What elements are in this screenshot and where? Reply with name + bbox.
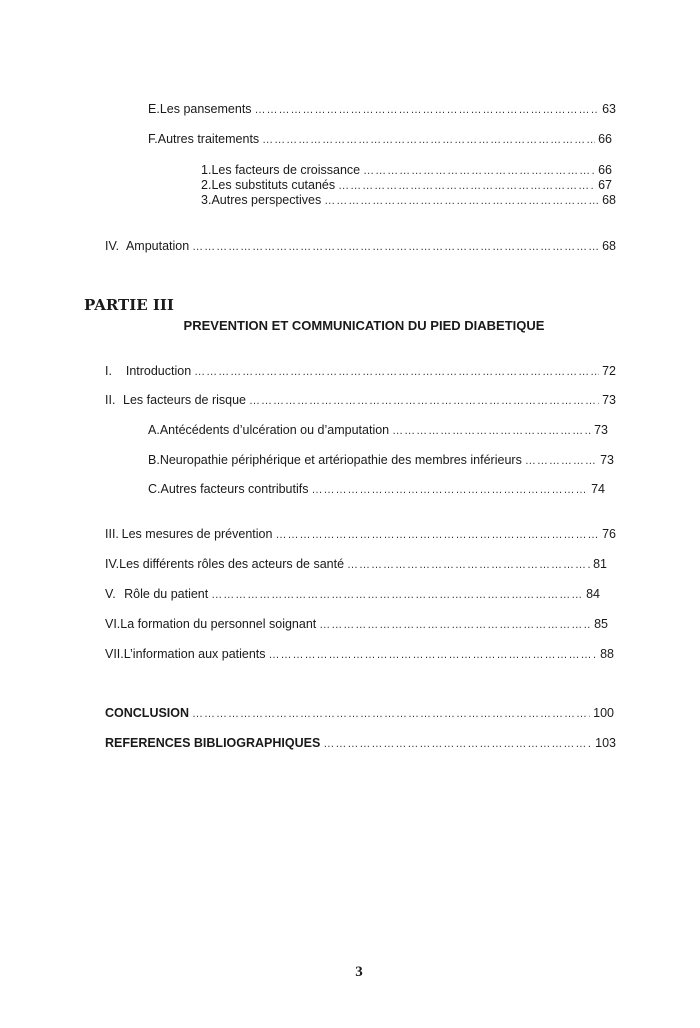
toc-page-number: 73 — [594, 423, 608, 437]
toc-entry-role-patient[interactable] — [105, 586, 600, 603]
toc-entry-autres-facteurs[interactable] — [148, 481, 605, 498]
toc-label: Les mesures de prévention — [121, 527, 273, 541]
toc-number: VII. — [105, 647, 124, 661]
toc-label: Amputation — [125, 239, 190, 253]
toc-page-number: 68 — [602, 193, 616, 207]
toc-label: CONCLUSION — [105, 706, 190, 720]
toc-number: VI. — [105, 617, 121, 631]
toc-page-number: 103 — [595, 736, 616, 750]
toc-entry-formation[interactable] — [105, 616, 608, 633]
toc-page-number: 81 — [593, 557, 607, 571]
toc-label: Autres traitements — [157, 132, 260, 146]
toc-page-number: 67 — [598, 178, 612, 192]
toc-label: L’information aux patients — [123, 647, 266, 661]
toc-label: Les facteurs de risque — [123, 393, 247, 407]
dot-leader — [275, 527, 599, 543]
toc-entry-f3[interactable] — [201, 192, 616, 209]
dot-leader — [319, 617, 591, 633]
toc-page-number: 100 — [593, 706, 614, 720]
dot-leader — [392, 423, 591, 439]
toc-entry-antecedents[interactable] — [148, 422, 608, 439]
toc-label: Les facteurs de croissance — [211, 163, 361, 177]
toc-number: III. — [105, 527, 119, 541]
toc-label: Les substituts cutanés — [211, 178, 336, 192]
dot-leader — [249, 393, 599, 409]
toc-number: F. — [148, 132, 158, 146]
toc-number: B. — [148, 453, 160, 467]
toc-page-number: 73 — [600, 453, 614, 467]
toc-number: A. — [148, 423, 160, 437]
toc-number: E. — [148, 102, 160, 116]
toc-entry-mesures-prevention[interactable] — [105, 526, 616, 543]
dot-leader — [194, 364, 599, 380]
toc-page-number: 66 — [598, 163, 612, 177]
toc-entry-iv[interactable] — [105, 238, 616, 255]
toc-number: IV. — [105, 557, 120, 571]
toc-page-number: 76 — [602, 527, 616, 541]
toc-page-number: 88 — [600, 647, 614, 661]
toc-label: Autres perspectives — [211, 193, 322, 207]
dot-leader — [269, 647, 598, 663]
toc-page-number: 68 — [602, 239, 616, 253]
dot-leader — [211, 587, 583, 603]
toc-number: C. — [148, 482, 161, 496]
dot-leader — [262, 132, 595, 148]
dot-leader — [323, 736, 592, 752]
dot-leader — [192, 239, 599, 255]
dot-leader — [255, 102, 600, 118]
toc-label: Les pansements — [159, 102, 252, 116]
toc-number: 1. — [201, 163, 212, 177]
toc-page-number: 74 — [591, 482, 605, 496]
toc-entry-roles-acteurs[interactable] — [105, 556, 607, 573]
dot-leader — [311, 482, 588, 498]
toc-label: REFERENCES BIBLIOGRAPHIQUES — [105, 736, 321, 750]
toc-number: 2. — [201, 178, 212, 192]
toc-label: Neuropathie périphérique et artériopathie des membres inférieurs — [159, 453, 522, 467]
dot-leader — [324, 193, 599, 209]
toc-number: I. — [105, 364, 112, 378]
toc-label: Rôle du patient — [124, 587, 209, 601]
dot-leader — [347, 557, 590, 573]
toc-entry-neuropathie[interactable] — [148, 452, 614, 469]
toc-label: La formation du personnel soignant — [120, 617, 317, 631]
dot-leader — [525, 453, 597, 469]
page-number: 3 — [355, 964, 363, 980]
toc-label: Autres facteurs contributifs — [160, 482, 309, 496]
toc-entry-information[interactable] — [105, 646, 614, 663]
toc-page-number: 66 — [598, 132, 612, 146]
toc-entry-facteurs-risque[interactable] — [105, 392, 616, 409]
toc-page-number: 84 — [586, 587, 600, 601]
toc-number: II. — [105, 393, 116, 407]
toc-page-number: 85 — [594, 617, 608, 631]
toc-entry-conclusion[interactable] — [105, 705, 614, 722]
part-title: PREVENTION ET COMMUNICATION DU PIED DIABETIQUE — [183, 318, 545, 333]
toc-label: Antécédents d’ulcération ou d’amputation — [159, 423, 390, 437]
toc-label: Les différents rôles des acteurs de santé — [119, 557, 345, 571]
toc-number: 3. — [201, 193, 212, 207]
toc-entry-f[interactable] — [148, 131, 612, 148]
toc-page-number: 73 — [602, 393, 616, 407]
toc-entry-e[interactable] — [148, 101, 616, 118]
toc-entry-references[interactable] — [105, 735, 616, 752]
dot-leader — [192, 706, 590, 722]
toc-page-number: 72 — [602, 364, 616, 378]
toc-entry-introduction[interactable] — [105, 363, 616, 380]
part-heading: PARTIE III — [84, 296, 174, 314]
toc-label: Introduction — [125, 364, 192, 378]
toc-number: IV. — [105, 239, 120, 253]
toc-number: V. — [105, 587, 116, 601]
toc-page-number: 63 — [602, 102, 616, 116]
